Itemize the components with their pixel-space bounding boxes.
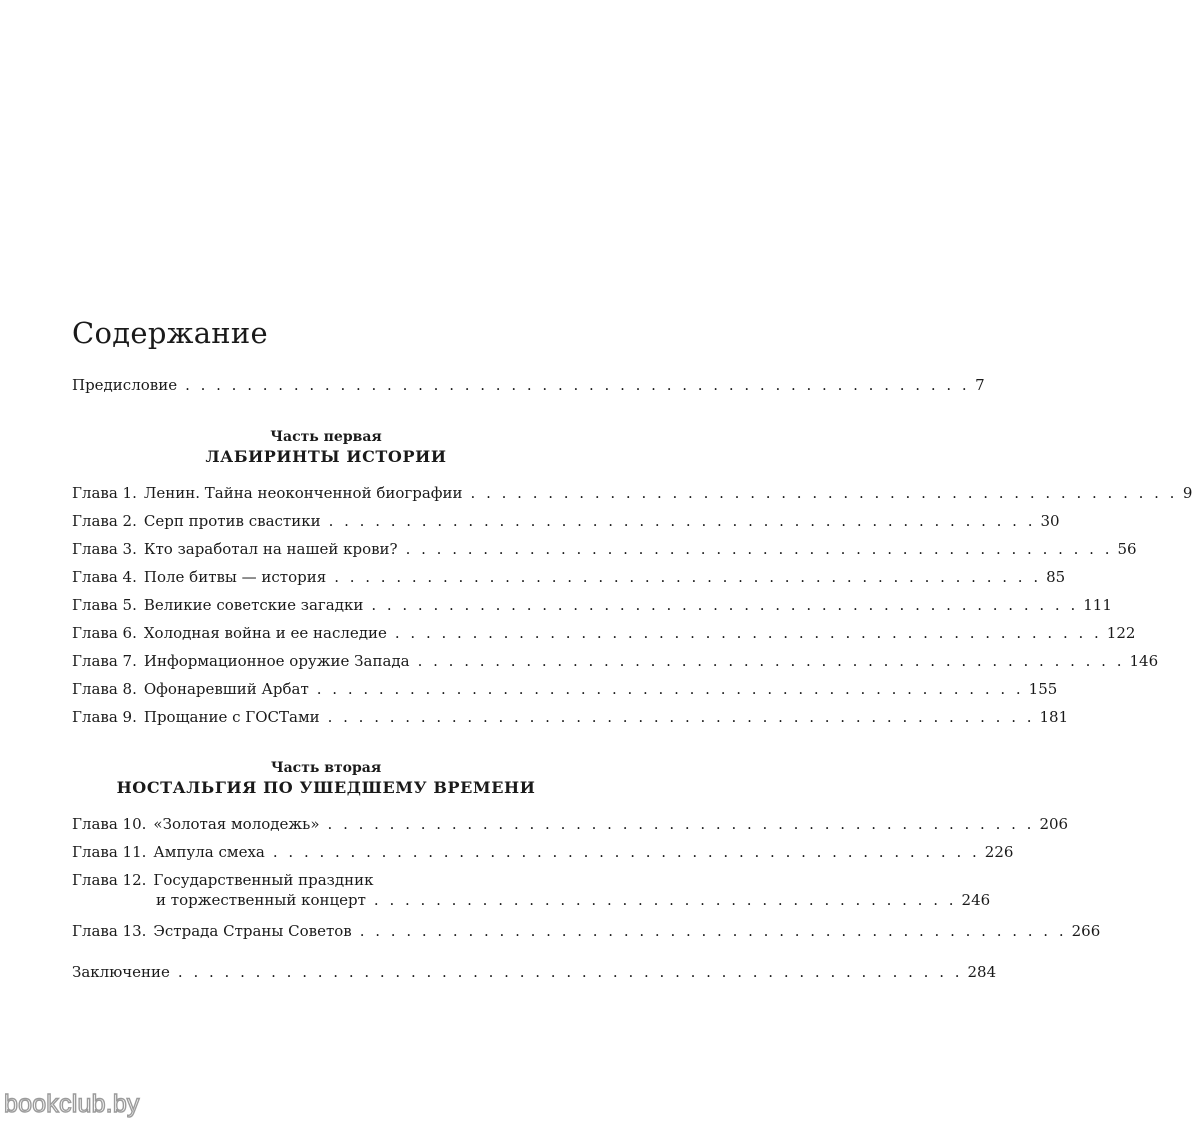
- toc-page-number: 85: [1046, 568, 1066, 586]
- dot-leader: . . . . . . . . . . . . . . . . . . . . . . . . . . . . . . . . . . . . . .: [373, 891, 957, 909]
- toc-entry-conclusion: [72, 962, 997, 982]
- part-heading-2: [0, 759, 652, 799]
- chapter-title: Прощание с ГОСТами: [143, 708, 320, 726]
- toc-entry-chapter-6: [72, 623, 1136, 643]
- toc-page-number: 56: [1117, 540, 1137, 558]
- toc-entry-chapter-13: [72, 921, 1101, 941]
- dot-leader: . . . . . . . . . . . . . . . . . . . . . . . . . . . . . . . . . . . . . . . . . . . . . .: [327, 815, 1035, 833]
- dot-leader: . . . . . . . . . . . . . . . . . . . . . . . . . . . . . . . . . . . . . . . . . . . . . . . . . . .: [185, 376, 970, 394]
- toc-entry-chapter-5: [72, 595, 1112, 615]
- dot-leader: . . . . . . . . . . . . . . . . . . . . . . . . . . . . . . . . . . . . . . . . . . . . . .: [328, 512, 1036, 530]
- chapter-title: Информационное оружие Запада: [143, 652, 410, 670]
- toc-entry-chapter-1: [72, 483, 1192, 503]
- toc-entry-chapter-3: [72, 539, 1137, 559]
- toc-entry-preface: [72, 375, 985, 395]
- toc-entry-label: Заключение: [72, 963, 170, 981]
- dot-leader: . . . . . . . . . . . . . . . . . . . . . . . . . . . . . . . . . . . . . . . . . . . . . .: [334, 568, 1042, 586]
- chapter-number: Глава 8.: [72, 680, 137, 698]
- chapter-number: Глава 1.: [72, 484, 137, 502]
- dot-leader: . . . . . . . . . . . . . . . . . . . . . . . . . . . . . . . . . . . . . . . . . . . . . .: [470, 484, 1178, 502]
- chapter-number: Глава 5.: [72, 596, 137, 614]
- chapter-title-line-2: и торжественный концерт: [156, 891, 366, 909]
- chapter-title: Эстрада Страны Советов: [153, 922, 352, 940]
- chapter-number: Глава 11.: [72, 843, 147, 861]
- toc-entry-chapter-4: [72, 567, 1066, 587]
- part-heading-1: [0, 428, 652, 468]
- chapter-title: Великие советские загадки: [143, 596, 364, 614]
- toc-page-number: 111: [1083, 596, 1112, 614]
- dot-leader: . . . . . . . . . . . . . . . . . . . . . . . . . . . . . . . . . . . . . . . . . . . . . .: [405, 540, 1113, 558]
- chapter-number: Глава 3.: [72, 540, 137, 558]
- dot-leader: . . . . . . . . . . . . . . . . . . . . . . . . . . . . . . . . . . . . . . . . . . . . . .: [327, 708, 1035, 726]
- dot-leader: . . . . . . . . . . . . . . . . . . . . . . . . . . . . . . . . . . . . . . . . . . . . . .: [272, 843, 980, 861]
- chapter-title-line-1: Государственный праздник: [153, 871, 374, 889]
- toc-entry-chapter-9: [72, 707, 1069, 727]
- toc-entry-chapter-8: [72, 679, 1058, 699]
- toc-page-number: 181: [1039, 708, 1069, 726]
- toc-entry-chapter-2: [72, 511, 1060, 531]
- dot-leader: . . . . . . . . . . . . . . . . . . . . . . . . . . . . . . . . . . . . . . . . . . . . . .: [394, 624, 1102, 642]
- chapter-title: Серп против свастики: [143, 512, 321, 530]
- chapter-number: Глава 2.: [72, 512, 137, 530]
- chapter-number: Глава 7.: [72, 652, 137, 670]
- toc-entry-chapter-7: [72, 651, 1159, 671]
- toc-page-number: 30: [1040, 512, 1060, 530]
- chapter-title: Ампула смеха: [153, 843, 265, 861]
- chapter-title: «Золотая молодежь»: [153, 815, 320, 833]
- part-title: НОСТАЛЬГИЯ ПО УШЕДШЕМУ ВРЕМЕНИ: [116, 778, 536, 797]
- toc-page-number: 7: [975, 376, 985, 394]
- chapter-title: Офонаревший Арбат: [143, 680, 309, 698]
- toc-page-number: 226: [984, 843, 1014, 861]
- toc-entry-label: Предисловие: [72, 376, 178, 394]
- dot-leader: . . . . . . . . . . . . . . . . . . . . . . . . . . . . . . . . . . . . . . . . . . . . . .: [359, 922, 1067, 940]
- chapter-number: Глава 6.: [72, 624, 137, 642]
- chapter-number: Глава 4.: [72, 568, 137, 586]
- toc-page-number: 122: [1106, 624, 1136, 642]
- dot-leader: . . . . . . . . . . . . . . . . . . . . . . . . . . . . . . . . . . . . . . . . . . . . . .: [417, 652, 1125, 670]
- toc-page-number: 246: [961, 891, 991, 909]
- toc-page-number: 146: [1129, 652, 1159, 670]
- chapter-number: Глава 9.: [72, 708, 137, 726]
- dot-leader: . . . . . . . . . . . . . . . . . . . . . . . . . . . . . . . . . . . . . . . . . . . . . .: [316, 680, 1024, 698]
- toc-entry-chapter-11: [72, 842, 1014, 862]
- chapter-title: Поле битвы — история: [143, 568, 327, 586]
- chapter-number: Глава 13.: [72, 922, 147, 940]
- toc-page-number: 284: [967, 963, 997, 981]
- chapter-number: Глава 12.: [72, 871, 147, 889]
- part-label: Часть вторая: [270, 760, 382, 776]
- part-title: ЛАБИРИНТЫ ИСТОРИИ: [205, 447, 447, 466]
- toc-entry-chapter-10: [72, 814, 1069, 834]
- chapter-title: Холодная война и ее наследие: [143, 624, 387, 642]
- page-title: Содержание: [72, 316, 269, 350]
- toc-entry-chapter-12: [72, 870, 991, 910]
- chapter-title: Кто заработал на нашей крови?: [143, 540, 398, 558]
- dot-leader: . . . . . . . . . . . . . . . . . . . . . . . . . . . . . . . . . . . . . . . . . . . . . . . . . . .: [177, 963, 963, 981]
- toc-page-number: 266: [1071, 922, 1101, 940]
- toc-page-number: 206: [1039, 815, 1069, 833]
- toc-page-number: 9: [1182, 484, 1192, 502]
- watermark: bookclub.by: [4, 1090, 140, 1118]
- dot-leader: . . . . . . . . . . . . . . . . . . . . . . . . . . . . . . . . . . . . . . . . . . . . . .: [371, 596, 1079, 614]
- chapter-title: Ленин. Тайна неоконченной биографии: [143, 484, 463, 502]
- chapter-number: Глава 10.: [72, 815, 147, 833]
- part-label: Часть первая: [270, 429, 382, 445]
- toc-page-number: 155: [1028, 680, 1058, 698]
